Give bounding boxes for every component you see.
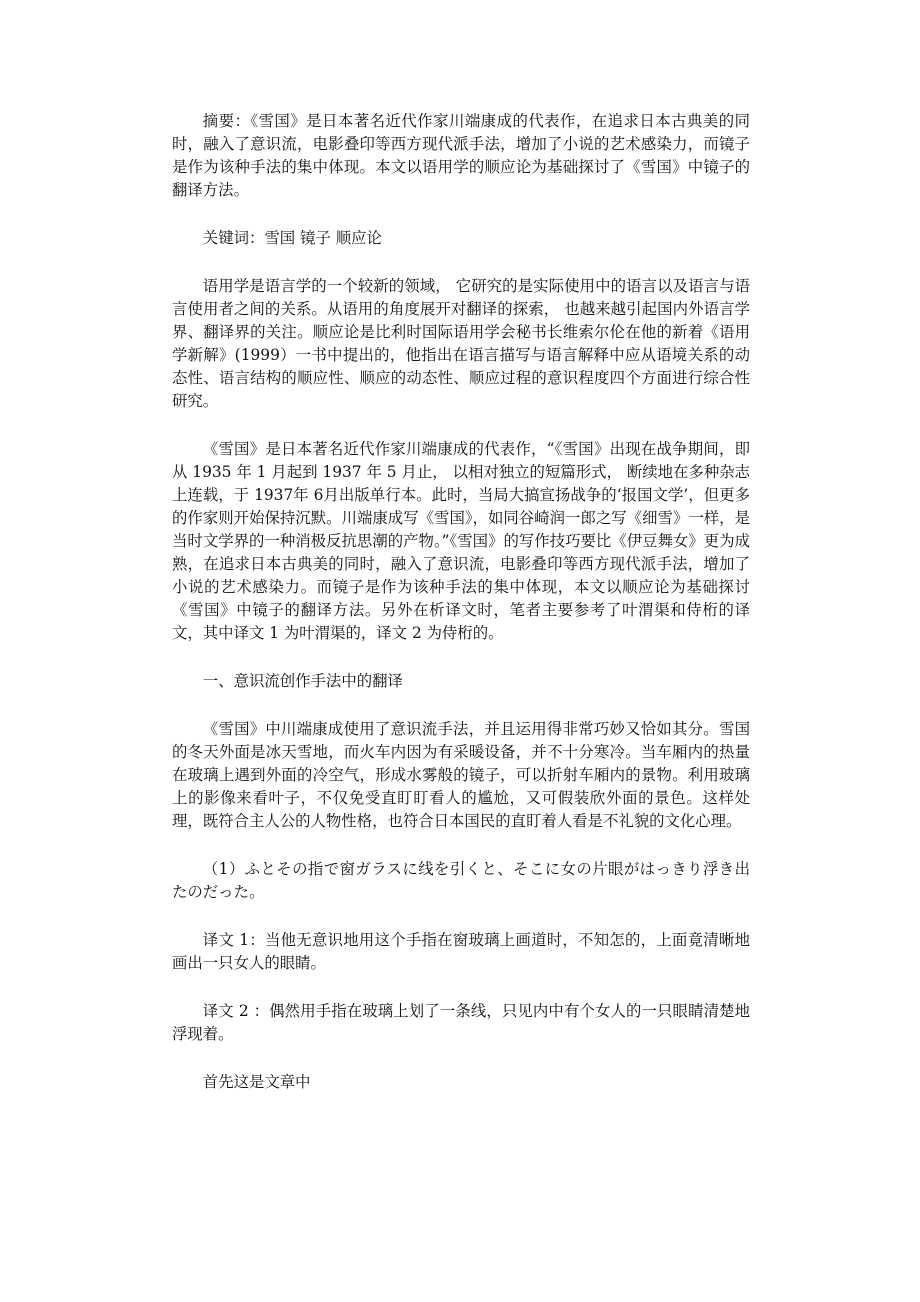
background-paragraph: 《雪国》是日本著名近代作家川端康成的代表作，“《雪国》出现在战争期间，即从 1935 年 1 月起到 1937 年 5 月止， 以相对独立的短篇形式， 断续地在多种杂志上连载，于 1937年 6月出版单行本。此时，当局大搞宣扬战争的‘报国文学’，但更多的作家则开始保持沉默。川端康成写《雪国》，如同谷崎润一郎之写《细雪》一样，是当时文学界的一种消极反抗思潮的产物。”《雪国》的写作技巧要比《伊豆舞女》更为成熟，在追求日本古典美的同时，融入了意识流，电影叠印等西方现代派手法，增加了小说的艺术感染力。而镜子是作为该种手法的集中体现，本文以顺应论为基础探讨《雪国》中镜子的翻译方法。另外在析译文时，笔者主要参考了叶渭渠和侍桁的译文，其中译文 1 为叶渭渠的，译文 2 为侍桁的。 xyxy=(172,440,750,642)
trailing-paragraph: 首先这是文章中 xyxy=(202,1073,311,1091)
section-heading: 一、意识流创作手法中的翻译 xyxy=(202,672,403,690)
translation-2: 译文 2 ：偶然用手指在玻璃上划了一条线，只见内中有个女人的一只眼睛清楚地浮现着。 xyxy=(172,1002,750,1043)
keywords-paragraph: 关键词：雪国 镜子 顺应论 xyxy=(202,229,382,247)
intro-paragraph: 语用学是语言学的一个较新的领域， 它研究的是实际使用中的语言以及语言与语言使用者之间的关系。从语用的角度展开对翻译的探索， 也越来越引起国内外语言学界、翻译界的关注。顺应论是比利时国际语用学会秘书长维索尔伦在他的新着《语用学新解》(1999）一书中提出的，他指出在语言描写与语言解释中应从语境关系的动态性、语言结构的顺应性、顺应的动态性、顺应过程的意识程度四个方面进行综合性研究。 xyxy=(172,277,750,410)
example-source-text: （1）ふとその指で窗ガラスに线を引くと、そこに女の片眼がはっきり浮き出たのだった。 xyxy=(172,860,750,901)
translation-1: 译文 1：当他无意识地用这个手指在窗玻璃上画道时，不知怎的，上面竟清晰地画出一只女人的眼睛。 xyxy=(172,931,750,972)
abstract-paragraph: 摘要：《雪国》是日本著名近代作家川端康成的代表作，在追求日本古典美的同时，融入了意识流，电影叠印等西方现代派手法，增加了小说的艺术感染力，而镜子是作为该种手法的集中体现。本文以语用学的顺应论为基础探讨了《雪国》中镜子的翻译方法。 xyxy=(172,112,750,199)
section-paragraph: 《雪国》中川端康成使用了意识流手法，并且运用得非常巧妙又恰如其分。雪国的冬天外面是冰天雪地，而火车内因为有采暖设备，并不十分寒冷。当车厢内的热量在玻璃上遇到外面的冷空气，形成水雾般的镜子，可以折射车厢内的景物。利用玻璃上的影像来看叶子，不仅免受直盯盯看人的尴尬，又可假装欣外面的景色。这样处理，既符合主人公的人物性格，也符合日本国民的直盯着人看是不礼貌的文化心理。 xyxy=(172,720,750,830)
document-page xyxy=(172,110,750,1119)
